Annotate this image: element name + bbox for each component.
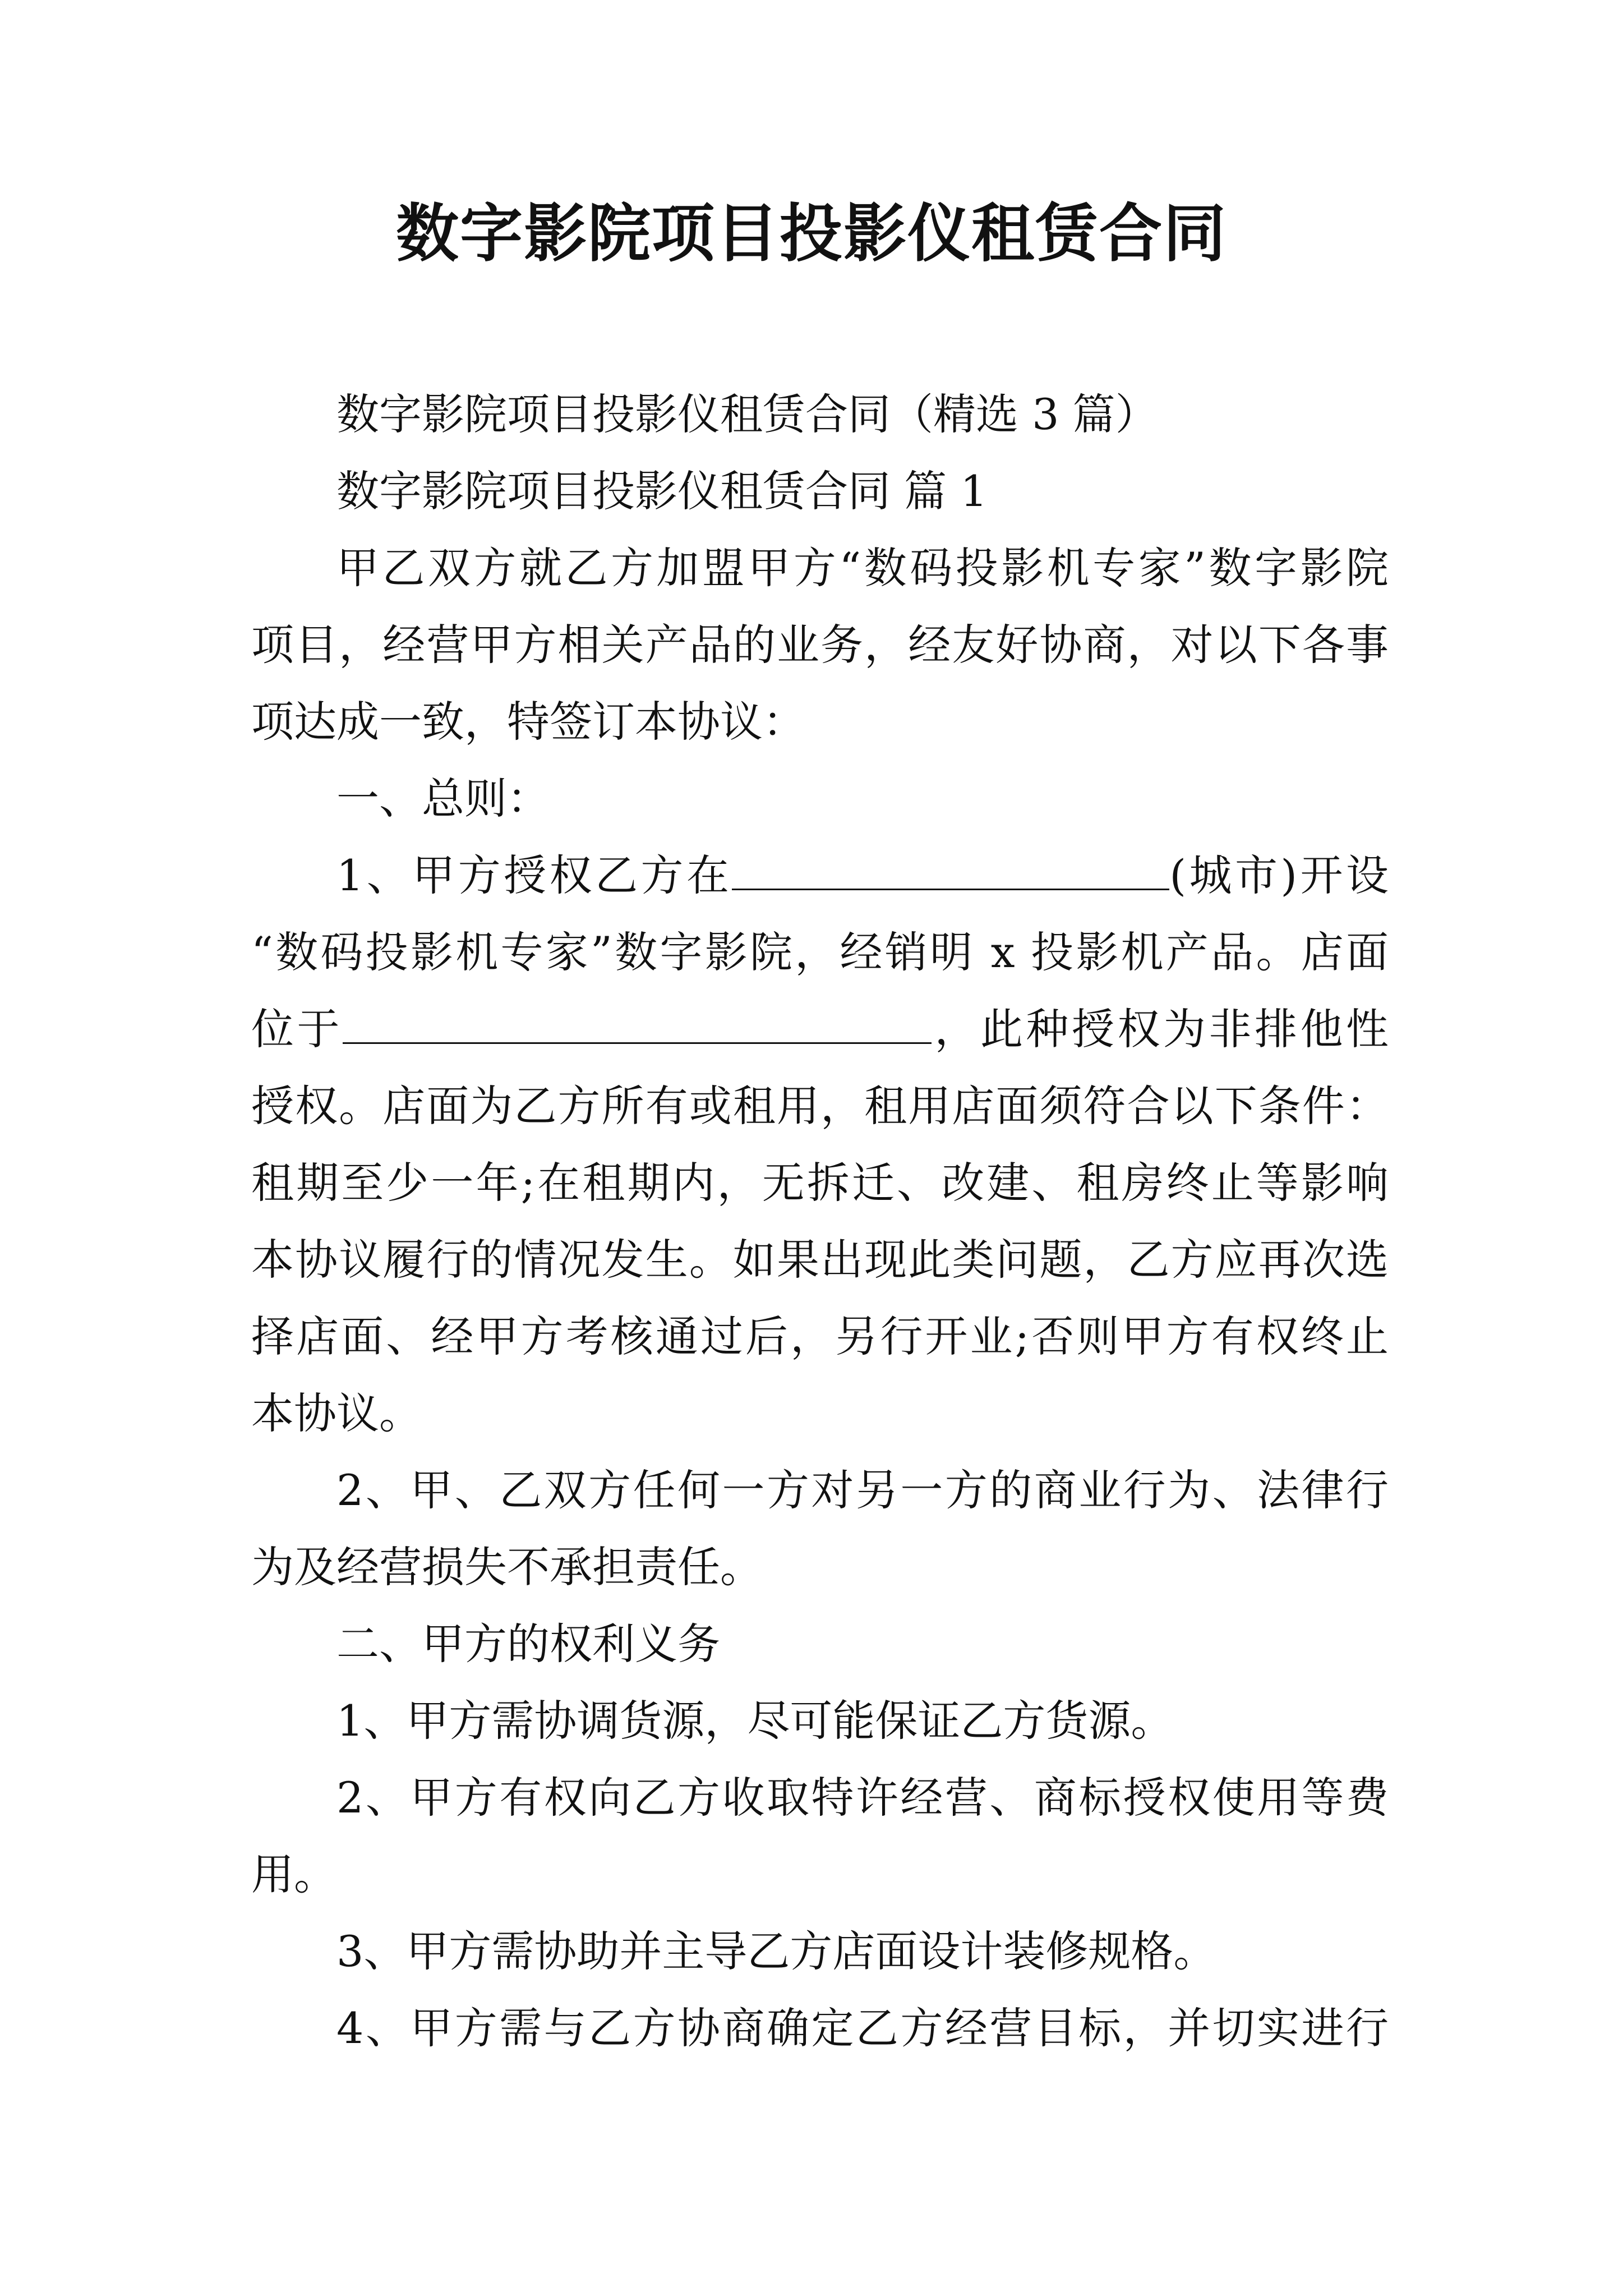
clause-text: 位于 — [251, 1004, 343, 1054]
subtitle: 数字影院项目投影仪租赁合同（精选 3 篇） — [336, 389, 1158, 439]
clause-text: ，此种授权为非排他性 — [932, 1004, 1389, 1054]
paragraph-line: 用。 — [251, 1849, 336, 1899]
shop-location-blank-field[interactable] — [343, 1003, 932, 1044]
section-heading: 二、甲方的权利义务 — [336, 1619, 720, 1669]
paragraph-line: 租期至少一年;在租期内，无拆迁、改建、租房终止等影响 — [251, 1158, 1389, 1208]
paragraph-line: 甲乙双方就乙方加盟甲方“数码投影机专家”数字影院 — [336, 543, 1389, 593]
paragraph-line: 2、甲方有权向乙方收取特许经营、商标授权使用等费 — [336, 1773, 1389, 1823]
document-body — [251, 376, 1389, 2067]
paragraph-line: 4、甲方需与乙方协商确定乙方经营目标，并切实进行 — [336, 2003, 1389, 2053]
paragraph-line: “数码投影机专家”数字影院，经销明 x 投影机产品。店面 — [251, 927, 1389, 977]
paragraph-line — [251, 991, 1389, 1068]
paragraph-line: 3、甲方需协助并主导乙方店面设计装修规格。 — [336, 1926, 1216, 1976]
paragraph-line: 项达成一致，特签订本协议： — [251, 697, 805, 747]
city-blank-field[interactable] — [732, 849, 1169, 890]
clause-text: 1、甲方授权乙方在 — [336, 850, 732, 900]
paragraph-line: 1、甲方需协调货源，尽可能保证乙方货源。 — [336, 1696, 1174, 1746]
clause-text: (城市)开设 — [1169, 850, 1389, 900]
section-heading: 一、总则： — [336, 774, 550, 823]
paragraph-line: 本协议履行的情况发生。如果出现此类问题，乙方应再次选 — [251, 1235, 1389, 1285]
paragraph-line — [251, 837, 1389, 914]
paragraph-line: 择店面、经甲方考核通过后，另行开业;否则甲方有权终止 — [251, 1312, 1389, 1361]
paragraph-line: 授权。店面为乙方所有或租用，租用店面须符合以下条件： — [251, 1081, 1389, 1131]
paragraph-line: 2、甲、乙双方任何一方对另一方的商业行为、法律行 — [336, 1465, 1389, 1515]
part-heading: 数字影院项目投影仪租赁合同 篇 1 — [336, 466, 988, 516]
paragraph-line: 为及经营损失不承担责任。 — [251, 1542, 763, 1592]
document-title: 数字影院项目投影仪租赁合同 — [396, 197, 1227, 270]
paragraph-line: 项目，经营甲方相关产品的业务，经友好协商，对以下各事 — [251, 620, 1389, 670]
paragraph-line: 本协议。 — [251, 1388, 422, 1438]
